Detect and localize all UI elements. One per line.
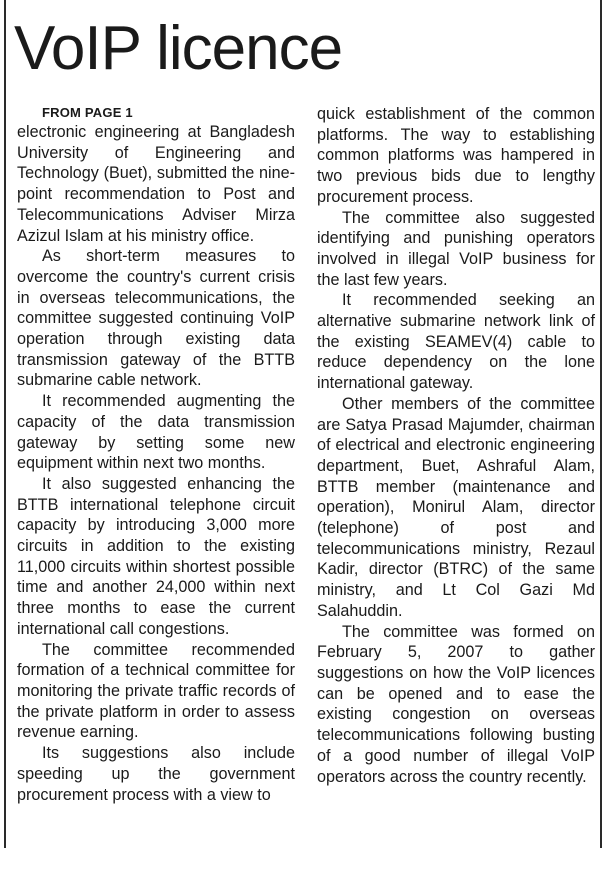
paragraph: The committee also suggested identifying and punishing operators involved in illegal VoIP business for the last few years.	[317, 208, 595, 289]
paragraph: It recommended seeking an alternative submarine network link of the existing SEAMEV(4) cable to reduce dependency on the lone international gateway.	[317, 291, 595, 393]
article-headline: VoIP licence	[14, 14, 343, 83]
paragraph: The committee recommended formation of a technical committee for monitoring the private traffic records of the private platform in order to assess revenue earning.	[17, 640, 295, 742]
article-column-left	[17, 104, 295, 805]
paragraph: quick establishment of the common platforms. The way to establishing common platforms was hampered in two previous bids due to lengthy procurement process.	[317, 105, 595, 206]
paragraph: electronic engineering at Bangladesh University of Engineering and Technology (Buet), submitted the nine-point recommendation to Post and Telecommunications Adviser Mirza Azizul Islam at his ministry office.	[17, 123, 295, 245]
left-border-rule	[4, 0, 6, 848]
paragraph: As short-term measures to overcome the country's current crisis in overseas telecommunications, the committee suggested continuing VoIP operation through existing data transmission gateway of the BTTB submarine cable network.	[17, 247, 295, 390]
paragraph: The committee was formed on February 5, 2007 to gather suggestions on how the VoIP licences can be opened and to ease the existing congestion on overseas telecommunications following busting of a good number of illegal VoIP operators across the country recently.	[317, 622, 595, 786]
paragraph: Its suggestions also include speeding up the government procurement process with a view to	[17, 744, 295, 804]
right-border-rule	[600, 0, 602, 848]
paragraph: Other members of the committee are Satya Prasad Majumder, chairman of electrical and electronic engineering department, Buet, Ashraful Alam, BTTB member (maintenance and operation), Monirul Alam, director (telephone) of post and telecommunications ministry, Rezaul Kadir, director (BTRC) of the same ministry, and Lt Col Gazi Md Salahuddin.	[317, 394, 595, 620]
continuation-kicker: FROM PAGE 1	[42, 105, 133, 120]
paragraph: It also suggested enhancing the BTTB international telephone circuit capacity by introducing 3,000 more circuits in addition to the existing 11,000 circuits within shortest possible time and another 24,000 within next three months to ease the current international call congestions.	[17, 474, 295, 638]
paragraph: It recommended augmenting the capacity of the data transmission gateway by setting some new equipment within next two months.	[17, 392, 295, 473]
article-column-right	[317, 104, 595, 787]
